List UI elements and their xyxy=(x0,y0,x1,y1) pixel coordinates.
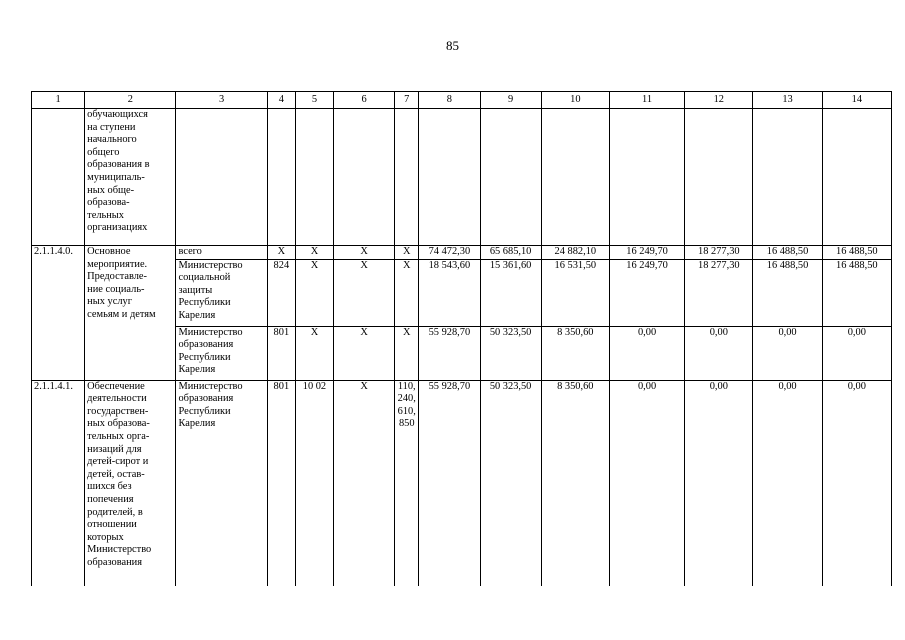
column-number: 2 xyxy=(85,92,176,109)
column-number: 7 xyxy=(395,92,419,109)
value-cell: Х xyxy=(395,259,419,326)
value-cell: 50 323,50 xyxy=(480,326,541,380)
value-cell: 0,00 xyxy=(685,326,753,380)
column-number: 4 xyxy=(267,92,295,109)
value-cell: 0,00 xyxy=(685,380,753,586)
value-cell: 16 249,70 xyxy=(609,246,684,260)
value-cell: 16 488,50 xyxy=(753,259,822,326)
value-cell: 0,00 xyxy=(609,380,684,586)
value-cell: 74 472,30 xyxy=(419,246,480,260)
value-cell: 16 488,50 xyxy=(822,246,891,260)
code-cell: 2.1.1.4.1. xyxy=(32,380,85,586)
value-cell: 18 543,60 xyxy=(419,259,480,326)
value-cell: Х xyxy=(334,259,395,326)
value-cell: 55 928,70 xyxy=(419,326,480,380)
budget-table xyxy=(31,91,892,586)
value-cell: 18 277,30 xyxy=(685,246,753,260)
value-cell: 55 928,70 xyxy=(419,380,480,586)
value-cell: Х xyxy=(395,326,419,380)
value-cell: 16 531,50 xyxy=(541,259,609,326)
column-number: 3 xyxy=(176,92,267,109)
event-name-cell: Обеспечение деятельности государствен- ных образова- тельных орга- низаций для детей-сирот и детей, остав- шихся без попечения родителей, в отношении которых Министерство образования xyxy=(85,380,176,586)
value-cell: Х xyxy=(295,259,333,326)
table-row xyxy=(32,380,892,586)
event-name-cell: Основное мероприятие. Предоставле- ние социаль- ных услуг семьям и детям xyxy=(85,246,176,381)
event-name-cell: обучающихся на ступени начального общего образования в муниципаль- ных обще- образова- тельных организациях xyxy=(85,109,176,246)
value-cell: 65 685,10 xyxy=(480,246,541,260)
value-cell: 18 277,30 xyxy=(685,259,753,326)
value-cell: Х xyxy=(334,246,395,260)
table-row-total xyxy=(32,246,892,260)
value-cell: Х xyxy=(334,326,395,380)
column-number-row xyxy=(32,92,892,109)
value-cell: 0,00 xyxy=(822,326,891,380)
column-number: 10 xyxy=(541,92,609,109)
column-number: 13 xyxy=(753,92,822,109)
executor-cell xyxy=(176,109,267,246)
value-cell: 8 350,60 xyxy=(541,380,609,586)
value-cell: 16 488,50 xyxy=(822,259,891,326)
value-cell: 0,00 xyxy=(753,326,822,380)
column-number: 9 xyxy=(480,92,541,109)
table-row-continuation xyxy=(32,109,892,246)
column-number: 6 xyxy=(334,92,395,109)
column-number: 8 xyxy=(419,92,480,109)
column-number: 1 xyxy=(32,92,85,109)
value-cell: 0,00 xyxy=(753,380,822,586)
value-cell: 50 323,50 xyxy=(480,380,541,586)
executor-cell: Министерство социальной защиты Республики Карелия xyxy=(176,259,267,326)
value-cell: 0,00 xyxy=(822,380,891,586)
value-cell: Х xyxy=(395,246,419,260)
code-cell xyxy=(32,109,85,246)
executor-cell: Министерство образования Республики Карелия xyxy=(176,380,267,586)
value-cell: 801 xyxy=(267,326,295,380)
column-number: 14 xyxy=(822,92,891,109)
value-cell: 801 xyxy=(267,380,295,586)
value-cell: Х xyxy=(295,246,333,260)
value-cell: Х xyxy=(267,246,295,260)
column-number: 11 xyxy=(609,92,684,109)
page-number: 85 xyxy=(446,38,459,53)
value-cell: Х xyxy=(295,326,333,380)
value-cell: Х xyxy=(334,380,395,586)
value-cell: 24 882,10 xyxy=(541,246,609,260)
executor-cell: всего xyxy=(176,246,267,260)
value-cell: 110, 240, 610, 850 xyxy=(395,380,419,586)
value-cell: 10 02 xyxy=(295,380,333,586)
value-cell: 8 350,60 xyxy=(541,326,609,380)
code-cell: 2.1.1.4.0. xyxy=(32,246,85,381)
executor-cell: Министерство образования Республики Карелия xyxy=(176,326,267,380)
column-number: 5 xyxy=(295,92,333,109)
value-cell: 16 488,50 xyxy=(753,246,822,260)
value-cell: 15 361,60 xyxy=(480,259,541,326)
value-cell: 16 249,70 xyxy=(609,259,684,326)
value-cell: 824 xyxy=(267,259,295,326)
value-cell: 0,00 xyxy=(609,326,684,380)
column-number: 12 xyxy=(685,92,753,109)
